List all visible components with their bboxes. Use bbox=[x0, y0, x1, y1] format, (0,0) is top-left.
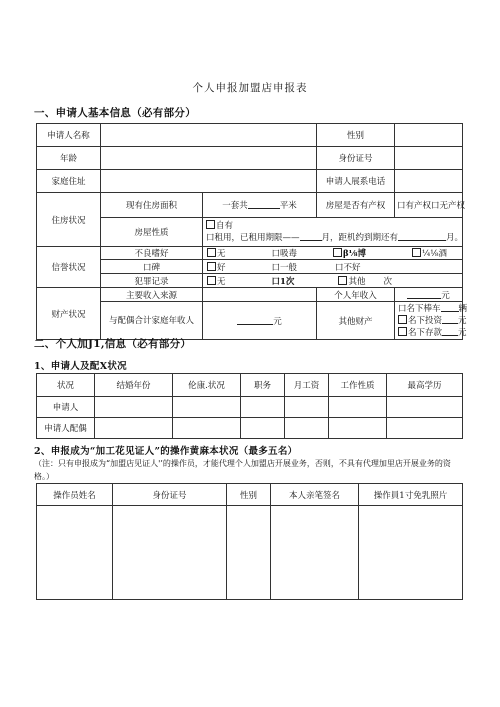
operator-name-header: 操作员姓名 bbox=[37, 484, 113, 506]
operator-id-cell[interactable] bbox=[113, 506, 227, 600]
housing-status-label: 住房状况 bbox=[37, 193, 101, 247]
operator-signature-header: 本人亲笔签名 bbox=[271, 484, 359, 506]
other-assets-label: 其他财产 bbox=[317, 302, 395, 340]
reputation-label: 口碑 bbox=[101, 260, 203, 274]
cell[interactable] bbox=[173, 418, 241, 439]
operator-note: （注：只有申报成为“加盟店见证人'’的操作员，才能代理个人加盟店开展业务，否则，不具有代理加里店开展业务的资格。） bbox=[34, 459, 451, 481]
cell[interactable] bbox=[387, 418, 463, 439]
asset-invest-checkbox[interactable] bbox=[398, 315, 407, 324]
spouse-status-heading: 1、申请人及配X状况 bbox=[34, 361, 127, 372]
operator-signature-cell[interactable] bbox=[271, 506, 359, 600]
spouse-income-field[interactable] bbox=[203, 302, 317, 340]
applicant-row-label: 申请人 bbox=[37, 397, 95, 418]
operator-name-cell[interactable] bbox=[37, 506, 113, 600]
operator-gender-cell[interactable] bbox=[227, 506, 271, 600]
crime-options bbox=[203, 274, 463, 288]
health-header: 伦康.状况 bbox=[173, 374, 241, 397]
asset-invest-label: 名下投资 bbox=[408, 315, 443, 326]
education-header: 最高学历 bbox=[387, 374, 463, 397]
position-header: 职务 bbox=[241, 374, 285, 397]
personal-income-unit: 元 bbox=[441, 290, 450, 301]
cell[interactable] bbox=[387, 397, 463, 418]
gender-label: 性别 bbox=[317, 124, 395, 147]
cell[interactable] bbox=[329, 397, 387, 418]
current-area-field[interactable] bbox=[203, 193, 317, 218]
operator-gender-header: 性别 bbox=[227, 484, 271, 506]
home-address-label: 家庭住址 bbox=[37, 170, 101, 193]
operator-heading: 2、申报成为“加工花见证人”的操作黄麻本状况（最多五名） bbox=[34, 446, 298, 457]
credit-status-label: 信誉状况 bbox=[37, 247, 101, 288]
bad-habits-options bbox=[203, 247, 463, 260]
rep-good-label: 好 bbox=[217, 262, 226, 273]
area-prefix: 一套共 bbox=[222, 201, 248, 211]
personal-income-label: 个人年收入 bbox=[317, 288, 395, 302]
drink-checkbox[interactable] bbox=[412, 248, 421, 257]
section1-heading: 一、申请人基本信息（必有部分） bbox=[34, 107, 196, 119]
area-unit: 平米 bbox=[279, 201, 297, 211]
crime-other-label: 其他 bbox=[348, 276, 366, 287]
asset-deposit-checkbox[interactable] bbox=[398, 327, 407, 336]
current-area-label: 现有住房面积 bbox=[101, 193, 203, 218]
spouse-income-unit: 元 bbox=[273, 316, 282, 327]
drink-label: ¼⅛酒 bbox=[421, 249, 447, 259]
rep-good-checkbox[interactable] bbox=[207, 262, 216, 271]
asset-car-option[interactable]: 口名下棒车 bbox=[398, 303, 441, 314]
rep-normal-option[interactable]: 口一般 bbox=[271, 262, 298, 273]
asset-status-label: 财产状况 bbox=[37, 288, 101, 340]
spouse-income-label: 与配偶合计家庭年收人 bbox=[101, 302, 203, 340]
id-number-field[interactable] bbox=[395, 147, 463, 170]
crime-none-label: 无 bbox=[217, 276, 226, 287]
salary-header: 月工资 bbox=[285, 374, 329, 397]
crime-times-label: 次 bbox=[383, 276, 392, 287]
table-row bbox=[37, 397, 463, 418]
applicant-name-field[interactable] bbox=[101, 124, 317, 147]
status-header: 状况 bbox=[37, 374, 95, 397]
crime-none-checkbox[interactable] bbox=[207, 276, 216, 285]
income-source-field[interactable] bbox=[203, 288, 317, 302]
age-label: 年龄 bbox=[37, 147, 101, 170]
rent-month-end: 月。 bbox=[446, 233, 464, 243]
basic-info-table bbox=[36, 123, 468, 340]
home-address-field[interactable] bbox=[101, 170, 317, 193]
asset-deposit-label: 名下存款 bbox=[408, 327, 443, 338]
habit-none-label: 无 bbox=[217, 249, 226, 259]
cell[interactable] bbox=[95, 397, 173, 418]
cell[interactable] bbox=[285, 418, 329, 439]
own-property-label: 房屋是否有产权 bbox=[317, 193, 395, 218]
gamble-checkbox[interactable] bbox=[333, 248, 342, 257]
work-nature-header: 工作性质 bbox=[329, 374, 387, 397]
property-options[interactable]: 口有产权口无产权 bbox=[395, 193, 463, 218]
house-nature-options bbox=[203, 218, 463, 247]
rent-line: 口租用，已租用期限—— bbox=[206, 233, 300, 243]
family-phone-field[interactable] bbox=[395, 170, 463, 193]
crime-once-option[interactable]: 口1次 bbox=[271, 276, 295, 287]
marriage-year-header: 结婚年份 bbox=[95, 374, 173, 397]
age-field[interactable] bbox=[101, 147, 317, 170]
cell[interactable] bbox=[95, 418, 173, 439]
id-number-label: 身份证号 bbox=[317, 147, 395, 170]
reputation-options bbox=[203, 260, 463, 274]
cell[interactable] bbox=[241, 397, 285, 418]
operator-table bbox=[36, 483, 463, 600]
cell[interactable] bbox=[241, 418, 285, 439]
operator-id-header: 身份证号 bbox=[113, 484, 227, 506]
section2-heading: 二、个人加J1,信息（必有部分） bbox=[34, 338, 192, 350]
asset-car-unit: 辆 bbox=[458, 303, 468, 314]
other-assets-list bbox=[395, 302, 468, 340]
family-phone-label: 申请人展系电话 bbox=[317, 170, 395, 193]
house-nature-label: 房屋性质 bbox=[101, 218, 203, 247]
bad-habits-label: 不良嗜好 bbox=[101, 247, 203, 260]
operator-photo-cell[interactable] bbox=[359, 506, 463, 600]
spouse-status-table bbox=[36, 373, 463, 439]
gender-field[interactable] bbox=[395, 124, 463, 147]
habit-none-checkbox[interactable] bbox=[207, 248, 216, 257]
page-title: 个人申报加盟店申报表 bbox=[192, 82, 308, 94]
spouse-row-label: 申请人配偶 bbox=[37, 418, 95, 439]
cell[interactable] bbox=[173, 397, 241, 418]
personal-income-field[interactable] bbox=[395, 288, 463, 302]
applicant-name-label: 申请人名称 bbox=[37, 124, 101, 147]
asset-deposit-unit: 元 bbox=[458, 327, 467, 338]
asset-invest-unit: 元 bbox=[458, 315, 467, 326]
owned-label: 自有 bbox=[216, 221, 234, 231]
crime-record-label: 犯罪记录 bbox=[101, 274, 203, 288]
drug-option[interactable]: 口吸毒 bbox=[271, 249, 298, 259]
cell[interactable] bbox=[285, 397, 329, 418]
table-row bbox=[37, 418, 463, 439]
income-source-label: 主要收入来源 bbox=[101, 288, 203, 302]
operator-photo-header: 操作員1寸免乳照片 bbox=[359, 484, 463, 506]
rep-not-good-option[interactable]: 口不好 bbox=[335, 262, 361, 273]
rent-month: 月，距机约到期还有 bbox=[321, 233, 399, 243]
gamble-label: β⅛博 bbox=[343, 249, 366, 259]
owned-checkbox[interactable] bbox=[206, 220, 215, 229]
crime-other-checkbox[interactable] bbox=[338, 276, 347, 285]
table-row bbox=[37, 506, 463, 600]
cell[interactable] bbox=[329, 418, 387, 439]
